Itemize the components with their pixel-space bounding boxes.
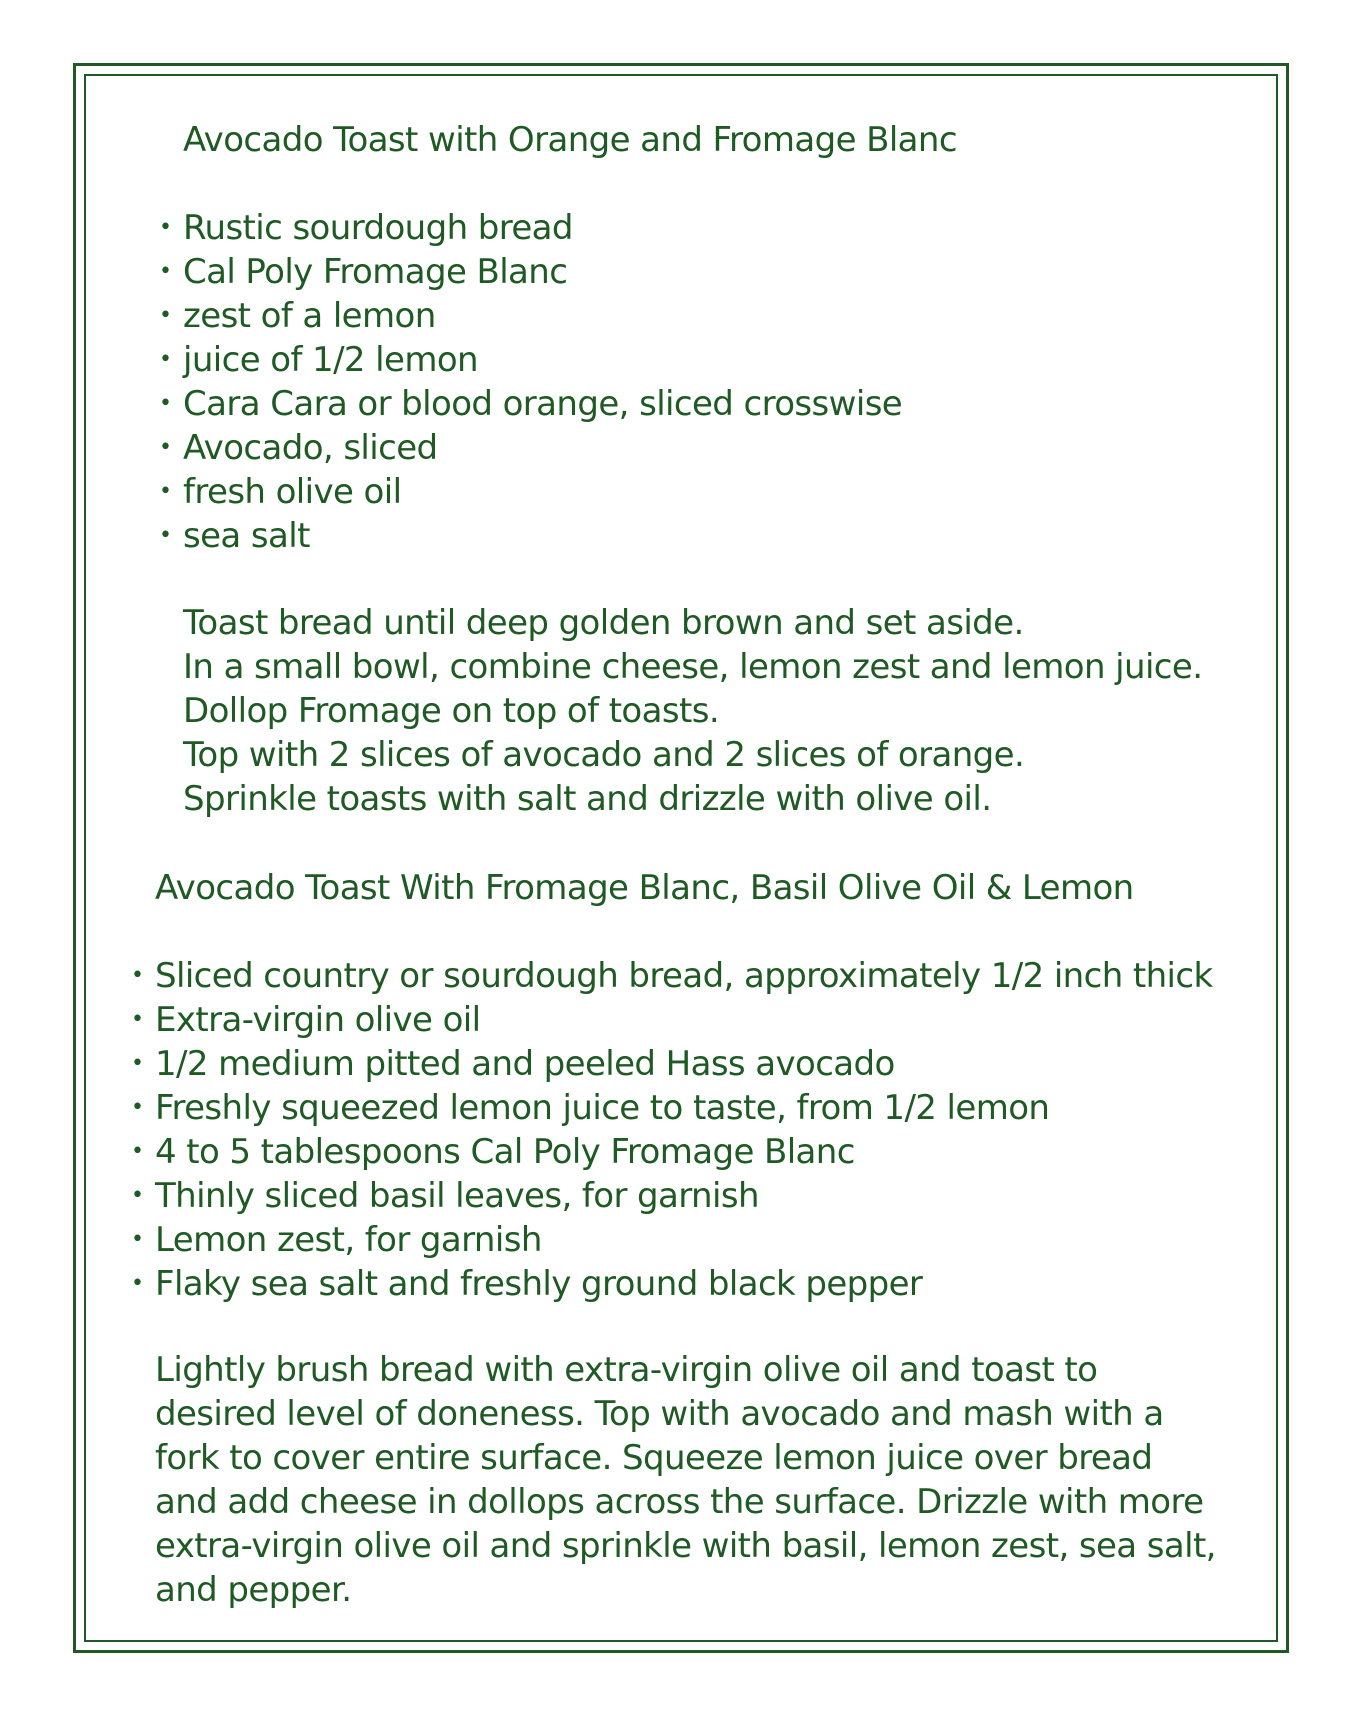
ingredient-item: • Cara Cara or blood orange, sliced crosswise (159, 382, 902, 426)
ingredient-item: • Freshly squeezed lemon juice to taste, from 1/2 lemon (131, 1086, 1213, 1130)
step-line: In a small bowl, combine cheese, lemon zest and lemon juice. (183, 647, 1203, 687)
recipe-1-steps (183, 601, 1202, 821)
direction-line: desired level of doneness. Top with avocado and mash with a (155, 1394, 1164, 1434)
recipe-1-title: Avocado Toast with Orange and Fromage Blanc (183, 120, 957, 160)
recipe-card-inner-border (84, 74, 1278, 1642)
step-line: Dollop Fromage on top of toasts. (183, 691, 720, 731)
recipe-card-frame (73, 63, 1289, 1653)
ingredient-item: • zest of a lemon (159, 294, 902, 338)
recipe-2-ingredient-list (131, 954, 1213, 1306)
direction-line: and add cheese in dollops across the surface. Drizzle with more (155, 1482, 1204, 1522)
ingredient-item: • Avocado, sliced (159, 426, 902, 470)
ingredient-item: • Thinly sliced basil leaves, for garnish (131, 1174, 1213, 1218)
ingredient-item: • 1/2 medium pitted and peeled Hass avocado (131, 1042, 1213, 1086)
recipe-2-directions (155, 1348, 1216, 1612)
step-line: Sprinkle toasts with salt and drizzle with olive oil. (183, 779, 992, 819)
recipe-card-content (86, 76, 1276, 1640)
ingredient-item: • fresh olive oil (159, 470, 902, 514)
ingredient-item: • Flaky sea salt and freshly ground black pepper (131, 1262, 1213, 1306)
ingredient-item: • 4 to 5 tablespoons Cal Poly Fromage Blanc (131, 1130, 1213, 1174)
ingredient-item: • Rustic sourdough bread (159, 206, 902, 250)
recipe-2-title: Avocado Toast With Fromage Blanc, Basil Olive Oil & Lemon (155, 868, 1134, 908)
ingredient-item: • Sliced country or sourdough bread, approximately 1/2 inch thick (131, 954, 1213, 998)
recipe-1-ingredient-list (159, 206, 902, 558)
ingredient-item: • Lemon zest, for garnish (131, 1218, 1213, 1262)
direction-line: fork to cover entire surface. Squeeze lemon juice over bread (155, 1438, 1153, 1478)
ingredient-item: • juice of 1/2 lemon (159, 338, 902, 382)
direction-line: and pepper. (155, 1570, 352, 1610)
ingredient-item: • Cal Poly Fromage Blanc (159, 250, 902, 294)
ingredient-item: • sea salt (159, 514, 902, 558)
direction-line: extra-virgin olive oil and sprinkle with basil, lemon zest, sea salt, (155, 1526, 1216, 1566)
ingredient-item: • Extra-virgin olive oil (131, 998, 1213, 1042)
direction-line: Lightly brush bread with extra-virgin olive oil and toast to (155, 1350, 1098, 1390)
step-line: Top with 2 slices of avocado and 2 slices of orange. (183, 735, 1025, 775)
step-line: Toast bread until deep golden brown and set aside. (183, 603, 1024, 643)
